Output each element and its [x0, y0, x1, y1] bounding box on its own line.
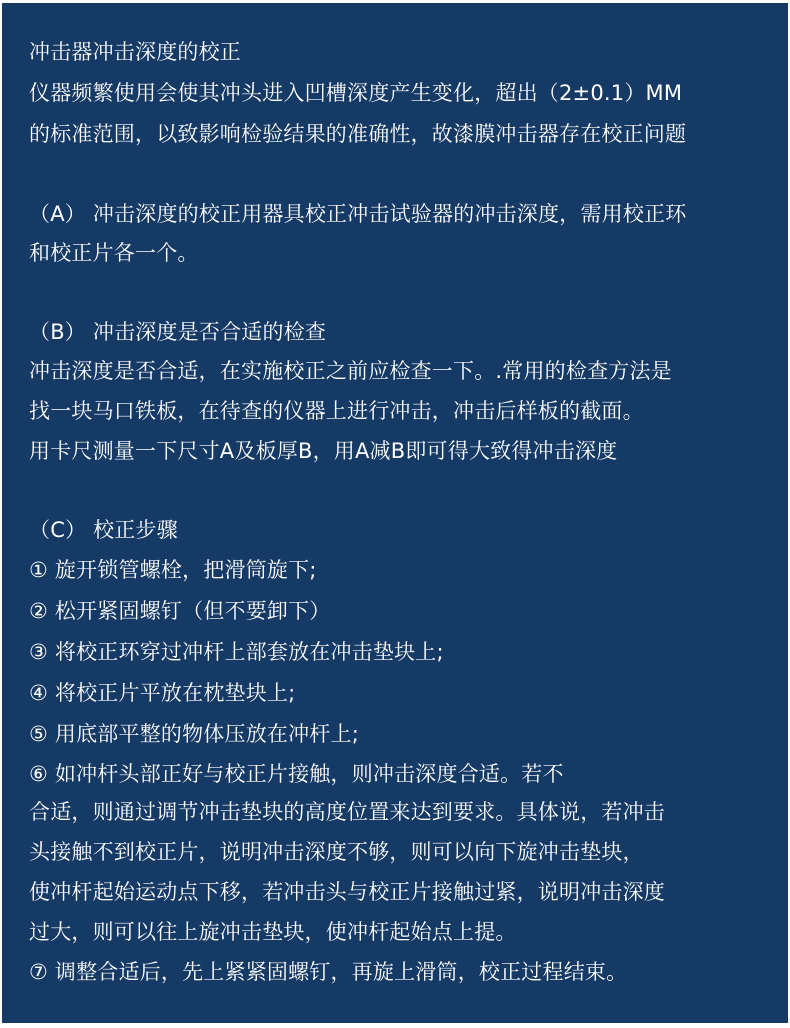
step-6-line-4: 使冲杆起始运动点下移，若冲击头与校正片接触过紧，说明冲击深度 [29, 880, 665, 904]
step-7: ⑦ 调整合适后，先上紧紧固螺钉，再旋上滑筒，校正过程结束。 [29, 960, 628, 984]
page-title: 冲击器冲击深度的校正 [29, 40, 241, 64]
section-a-line-1: （A） 冲击深度的校正用器具校正冲击试验器的冲击深度，需用校正环 [29, 202, 687, 226]
content-panel [2, 3, 788, 1023]
section-c-heading: （C） 校正步骤 [29, 518, 178, 542]
section-b-line-2: 找一块马口铁板，在待查的仪器上进行冲击，冲击后样板的截面。 [29, 399, 644, 423]
step-6-line-3: 头接触不到校正片，说明冲击深度不够，则可以向下旋冲击垫块， [29, 840, 644, 864]
section-a-line-2: 和校正片各一个。 [29, 241, 199, 265]
intro-line-1: 仪器频繁使用会使其冲头进入凹槽深度产生变化，超出（2±0.1）MM [29, 81, 683, 105]
step-6-line-1: ⑥ 如冲杆头部正好与校正片接触，则冲击深度合适。若不 [29, 762, 564, 786]
step-4: ④ 将校正片平放在枕垫块上; [29, 681, 296, 705]
step-3: ③ 将校正环穿过冲杆上部套放在冲击垫块上; [29, 640, 444, 664]
section-b-line-1: 冲击深度是否合适，在实施校正之前应检查一下。.常用的检查方法是 [29, 359, 672, 383]
section-b-heading: （B） 冲击深度是否合适的检查 [29, 320, 327, 344]
step-6-line-2: 合适，则通过调节冲击垫块的高度位置来达到要求。具体说，若冲击 [29, 800, 665, 824]
section-b-line-3: 用卡尺测量一下尺寸A及板厚B，用A减B即可得大致得冲击深度 [29, 439, 618, 463]
step-6-line-5: 过大，则可以往上旋冲击垫块，使冲杆起始点上提。 [29, 920, 517, 944]
step-2: ② 松开紧固螺钉（但不要卸下） [29, 599, 331, 623]
intro-line-2: 的标准范围，以致影响检验结果的准确性，故漆膜冲击器存在校正问题 [29, 122, 687, 146]
step-5: ⑤ 用底部平整的物体压放在冲杆上; [29, 722, 359, 746]
step-1: ① 旋开锁管螺栓，把滑筒旋下; [29, 558, 317, 582]
